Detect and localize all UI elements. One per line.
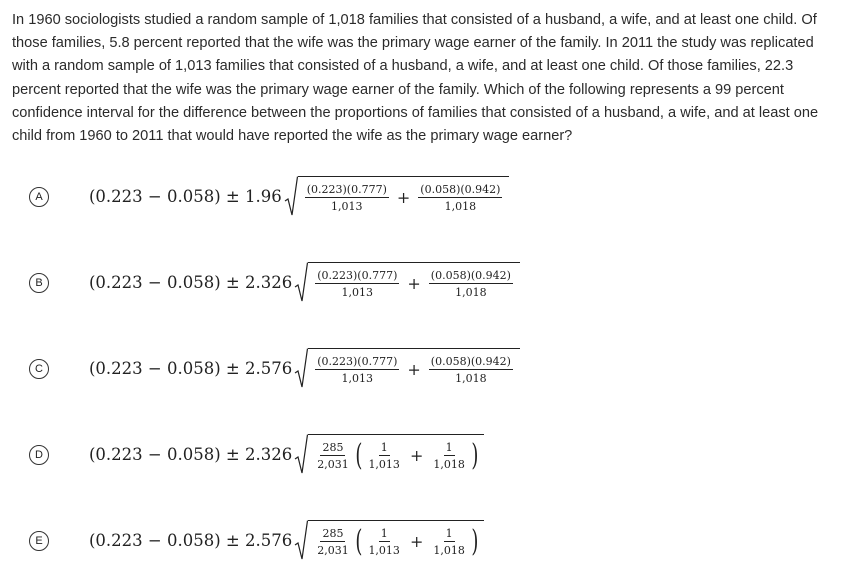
choice-e-expression <box>89 520 484 560</box>
numerator: (0.058)(0.942) <box>430 354 511 368</box>
denominator: 1,013 <box>331 199 363 213</box>
choice-b[interactable] <box>0 254 842 310</box>
square-root <box>294 434 483 474</box>
radicand <box>298 176 510 216</box>
denominator: 1,018 <box>433 457 465 471</box>
radicand <box>308 520 483 560</box>
denominator: 1,013 <box>368 457 400 471</box>
numerator: (0.058)(0.942) <box>430 268 511 282</box>
denominator: 1,018 <box>433 543 465 557</box>
left-paren: ( <box>355 523 363 559</box>
numerator: (0.223)(0.777) <box>306 182 387 196</box>
denominator: 1,013 <box>368 543 400 557</box>
denominator: 2,031 <box>317 543 349 557</box>
plus-sign: + <box>407 274 421 293</box>
choice-letter-a: A <box>29 187 49 207</box>
choice-c-expression <box>89 348 520 388</box>
question-text: In 1960 sociologists studied a random sample of 1,018 families that consisted of a husband, a wife, and at least one child. Of those families, 5.8 percent reported that the wife was the primary wage earner of the family. In 2011 the study was replicated with a random sample of 1,013 families that consisted of a husband, a wife, and at least one child. Of those families, 22.3 percent reported that the wife was the primary wage earner of the family. Which of the following represents a 99 percent confidence interval for the difference between the proportions of families that consisted of a husband, a wife, and at least one child from 1960 to 2011 that would have reported the wife as the primary wage earner? <box>12 12 819 145</box>
radical-sign-icon <box>294 520 308 560</box>
choice-letter-d: D <box>29 445 49 465</box>
choice-a-expression <box>89 176 509 216</box>
choice-letter-b: B <box>29 273 49 293</box>
radicand <box>308 262 520 302</box>
square-root <box>284 176 510 216</box>
denominator: 1,013 <box>341 371 374 385</box>
choice-b-lead: (0.223 − 0.058) ± 2.326 <box>89 272 293 292</box>
radical-sign-icon <box>294 434 308 474</box>
numerator: 1 <box>445 526 453 540</box>
numerator: 1 <box>380 526 388 540</box>
left-paren: ( <box>355 437 363 473</box>
fraction <box>418 183 502 213</box>
choice-d-lead: (0.223 − 0.058) ± 2.326 <box>89 444 293 464</box>
denominator: 1,018 <box>455 371 487 385</box>
choice-e[interactable] <box>0 512 842 568</box>
plus-sign: + <box>409 532 424 551</box>
plus-sign: + <box>396 188 411 207</box>
denominator: 1,018 <box>455 285 487 299</box>
choice-c[interactable] <box>0 340 842 396</box>
choice-c-lead: (0.223 − 0.058) ± 2.576 <box>89 358 293 378</box>
right-paren: ) <box>471 523 479 559</box>
numerator: (0.058)(0.942) <box>420 182 501 196</box>
radical-sign-icon <box>284 176 298 216</box>
square-root <box>294 262 520 302</box>
choice-d[interactable] <box>0 426 842 482</box>
plus-sign: + <box>407 360 421 379</box>
numerator: 1 <box>445 440 453 454</box>
square-root <box>294 520 483 560</box>
choice-letter-e: E <box>29 531 49 551</box>
fraction <box>429 269 513 299</box>
numerator: 285 <box>322 440 344 454</box>
fraction <box>315 355 399 385</box>
radical-sign-icon <box>294 262 308 302</box>
choice-d-expression <box>89 434 484 474</box>
fraction <box>431 441 467 471</box>
choice-a-lead: (0.223 − 0.058) ± 1.96 <box>89 186 282 206</box>
choice-e-lead: (0.223 − 0.058) ± 2.576 <box>89 530 293 550</box>
fraction <box>315 527 351 557</box>
fraction <box>429 355 513 385</box>
choice-a[interactable] <box>0 168 842 224</box>
numerator: 1 <box>380 440 388 454</box>
denominator: 2,031 <box>317 457 349 471</box>
radical-sign-icon <box>294 348 308 388</box>
denominator: 1,013 <box>341 285 374 299</box>
fraction <box>305 183 389 213</box>
radicand <box>308 348 520 388</box>
choice-b-expression <box>89 262 520 302</box>
fraction <box>315 441 351 471</box>
fraction <box>431 527 467 557</box>
right-paren: ) <box>471 437 479 473</box>
fraction <box>366 441 402 471</box>
fraction <box>315 269 399 299</box>
choice-letter-c: C <box>29 359 49 379</box>
plus-sign: + <box>409 446 424 465</box>
radicand <box>308 434 483 474</box>
square-root <box>294 348 520 388</box>
denominator: 1,018 <box>444 199 477 213</box>
numerator: (0.223)(0.777) <box>317 354 398 368</box>
fraction <box>366 527 402 557</box>
numerator: (0.223)(0.777) <box>317 268 398 282</box>
numerator: 285 <box>322 526 344 540</box>
